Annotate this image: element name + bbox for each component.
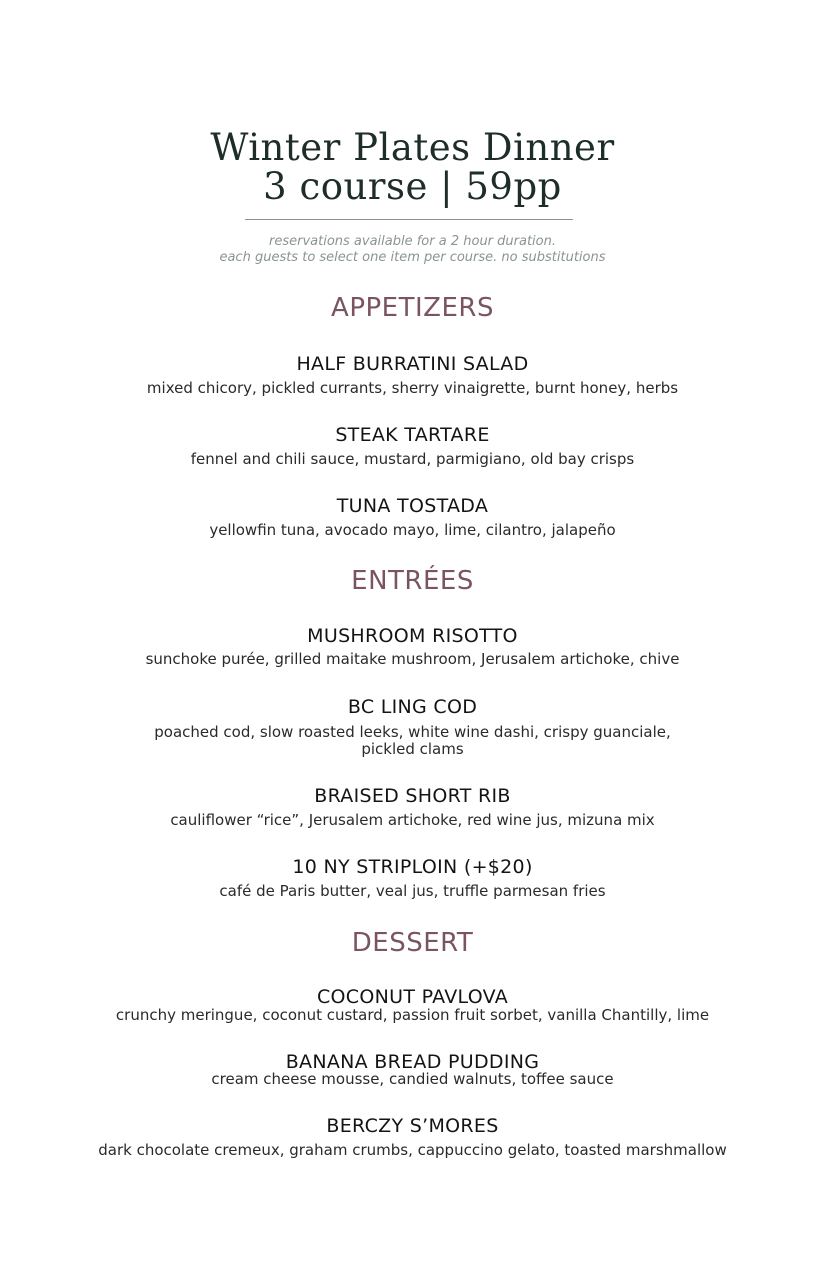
dish-name: COCONUT PAVLOVA <box>316 986 509 1008</box>
dish-name: STEAK TARTARE <box>335 424 490 446</box>
section-dessert-heading: DESSERT <box>351 928 474 958</box>
reservation-note: reservations available for a 2 hour duration. <box>269 234 556 249</box>
dish-description: sunchoke purée, grilled maitake mushroom, Jerusalem artichoke, chive <box>145 650 680 668</box>
dish-name: BERCZY S’MORES <box>326 1115 499 1137</box>
dish-name: HALF BURRATINI SALAD <box>296 353 529 375</box>
dish-description: café de Paris butter, veal jus, truffle parmesan fries <box>219 882 606 900</box>
menu-title: Winter Plates Dinner <box>210 126 615 169</box>
dish-description: poached cod, slow roasted leeks, white wine dashi, crispy guanciale, <box>154 723 671 741</box>
dish-description-continued: pickled clams <box>361 740 464 758</box>
dish-name: BC LING COD <box>347 696 478 718</box>
dish-name: 10 NY STRIPLOIN (+$20) <box>292 856 533 878</box>
section-appetizers-heading: APPETIZERS <box>331 293 494 323</box>
dish-description: cauliflower “rice”, Jerusalem artichoke, red wine jus, mizuna mix <box>170 811 655 829</box>
menu-subtitle-price: 3 course | 59pp <box>263 165 562 208</box>
dish-description: yellowfin tuna, avocado mayo, lime, cilantro, jalapeño <box>209 521 616 539</box>
dish-name: BRAISED SHORT RIB <box>314 785 511 807</box>
section-entrees-heading: ENTRÉES <box>351 566 474 596</box>
dish-name: MUSHROOM RISOTTO <box>307 625 518 647</box>
dish-description: fennel and chili sauce, mustard, parmigiano, old bay crisps <box>190 450 635 468</box>
dish-name: TUNA TOSTADA <box>336 495 489 517</box>
dish-description: dark chocolate cremeux, graham crumbs, cappuccino gelato, toasted marshmallow <box>98 1141 727 1159</box>
title-divider <box>245 219 573 220</box>
dish-description: crunchy meringue, coconut custard, passion fruit sorbet, vanilla Chantilly, lime <box>115 1006 710 1024</box>
dish-description: mixed chicory, pickled currants, sherry vinaigrette, burnt honey, herbs <box>146 379 679 397</box>
selection-note: each guests to select one item per course. no substitutions <box>219 250 606 265</box>
dish-name: BANANA BREAD PUDDING <box>285 1051 540 1073</box>
dish-description: cream cheese mousse, candied walnuts, toffee sauce <box>211 1070 614 1088</box>
